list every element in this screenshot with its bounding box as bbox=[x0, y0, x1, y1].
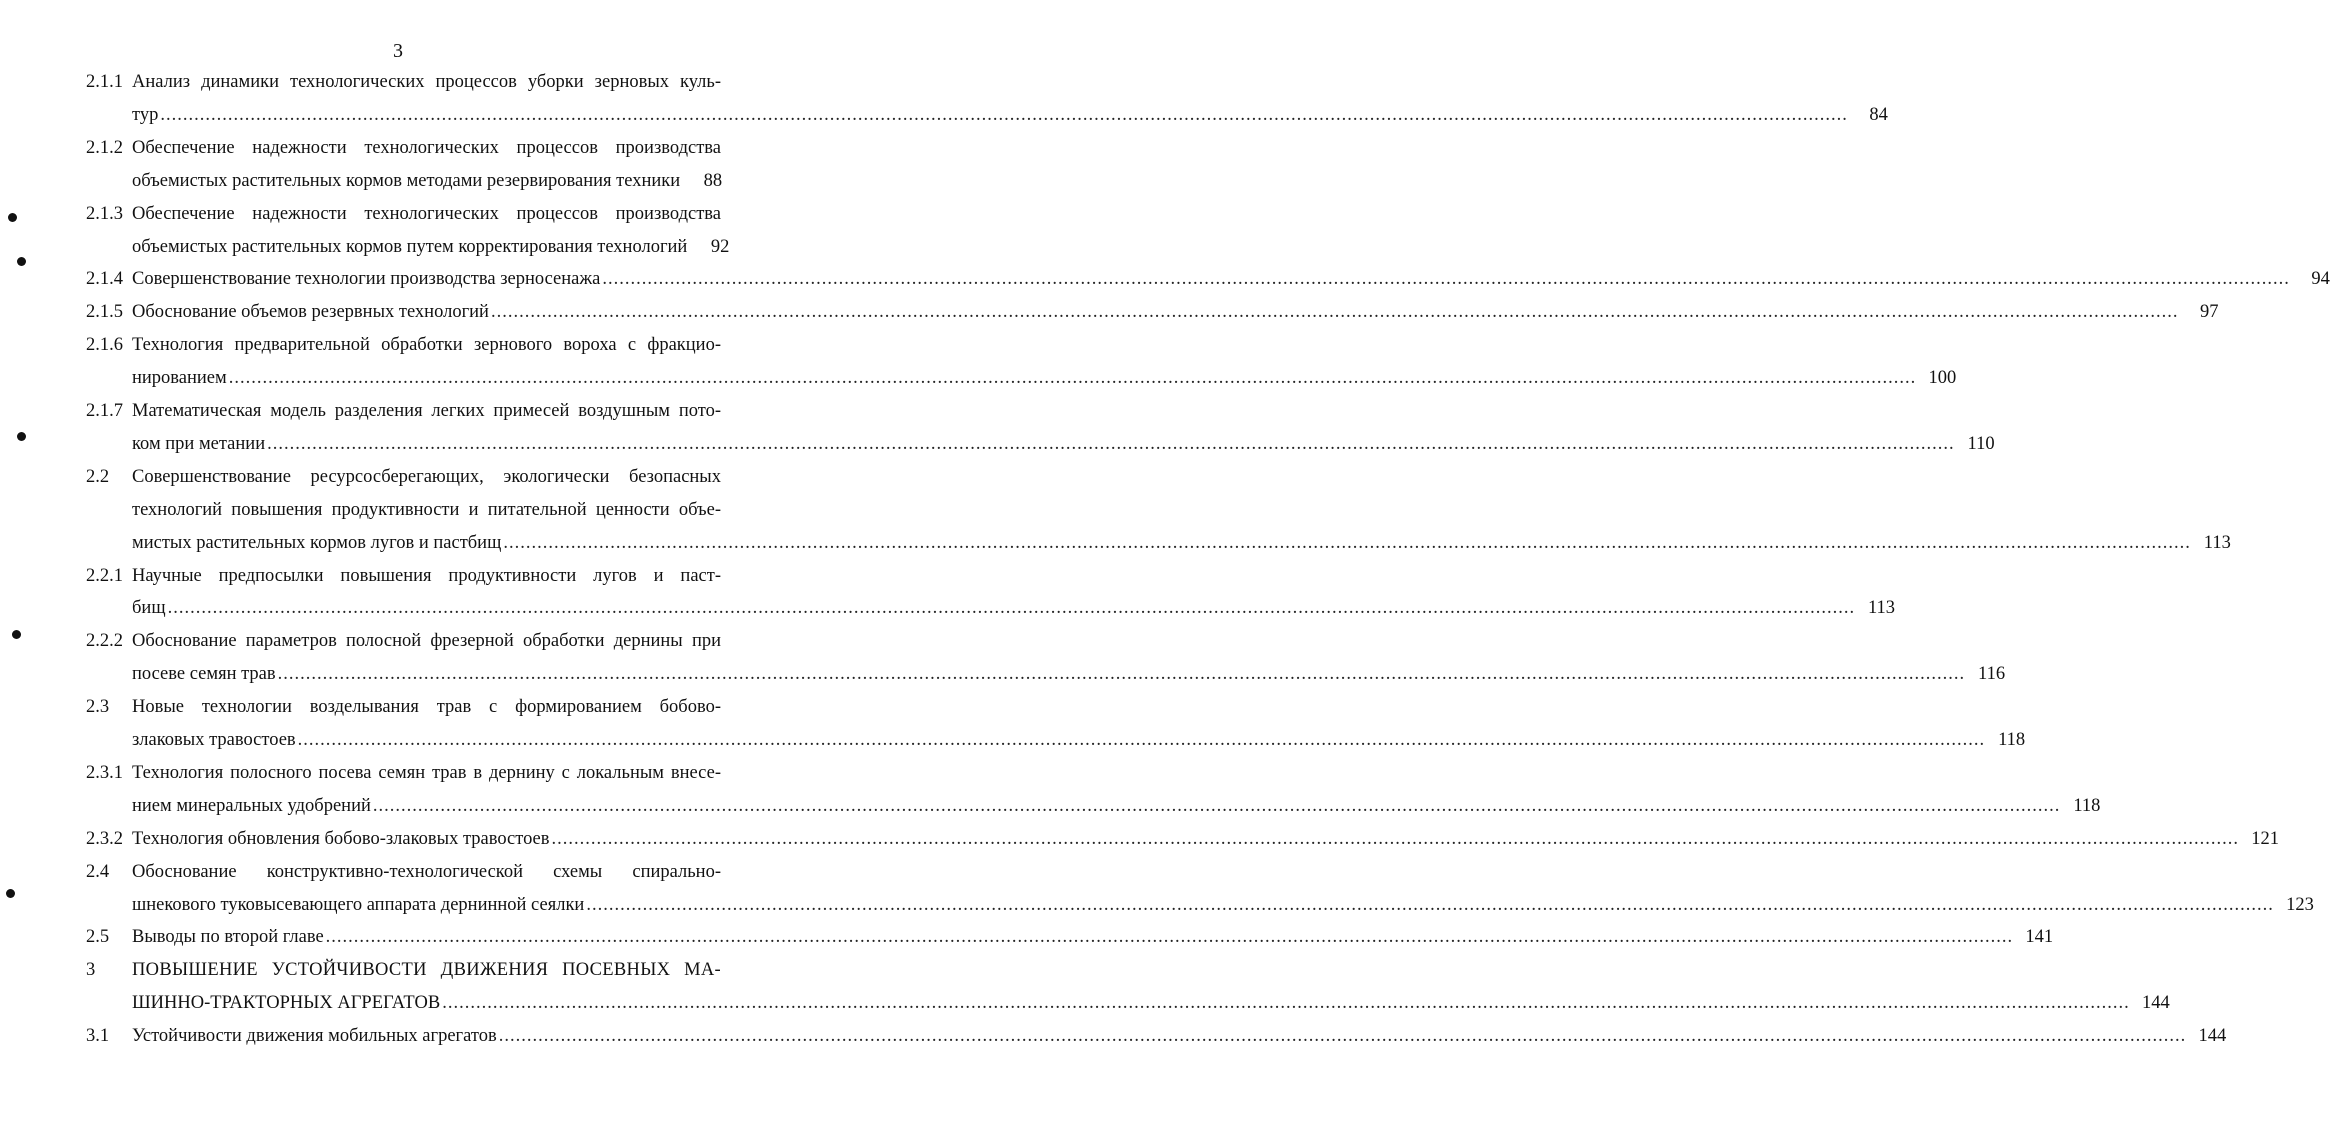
dot-leader: ............................................................................................................................................................................................................................................................................................................ bbox=[160, 104, 1848, 125]
dot-leader: ............................................................................................................................................................................................................................................................................................................ bbox=[490, 302, 2179, 323]
dot-leader: ............................................................................................................................................................................................................................................................................................................ bbox=[586, 894, 2274, 915]
toc-page-number: 88 bbox=[703, 170, 723, 191]
dot-leader: ............................................................................................................................................................................................................................................................................................................ bbox=[503, 532, 2191, 553]
toc-page-number: 92 bbox=[710, 236, 730, 257]
toc-page-number: 121 bbox=[2251, 828, 2280, 849]
toc-entry-line bbox=[132, 729, 2026, 751]
scan-mark bbox=[6, 889, 15, 898]
toc-entry-number: 2.1.3 bbox=[86, 203, 123, 224]
toc-entry-number: 2.4 bbox=[86, 861, 110, 882]
toc-page-number: 144 bbox=[2141, 993, 2170, 1014]
toc-entry-title: Совершенствование технологии производства зерносенажа bbox=[132, 269, 601, 290]
toc-entry-line: технологий повышения продуктивности и питательной ценности объе- bbox=[132, 499, 721, 520]
toc-entry-line bbox=[132, 597, 1896, 619]
toc-entry-line bbox=[132, 992, 2170, 1014]
toc-entry-line: Обоснование параметров полосной фрезерной обработки дернины при bbox=[132, 631, 721, 652]
toc-entry-number: 2.2.1 bbox=[86, 565, 123, 586]
toc-entry-title: бищ bbox=[132, 598, 166, 619]
toc-entry-number: 2.3.1 bbox=[86, 762, 123, 783]
toc-entry-number: 3 bbox=[86, 960, 96, 981]
dot-leader: ............................................................................................................................................................................................................................................................................................................ bbox=[551, 828, 2240, 849]
toc-entry-line: Технология предварительной обработки зернового вороха с фракцио- bbox=[132, 335, 721, 356]
toc-entry-title: шнекового туковысевающего аппарата дернинной сеялки bbox=[132, 894, 585, 915]
dot-leader: ............................................................................................................................................................................................................................................................................................................ bbox=[602, 269, 2290, 290]
toc-entry-line bbox=[132, 433, 1995, 455]
toc-entry-line: Новые технологии возделывания трав с формированием бобово- bbox=[132, 697, 721, 718]
toc-entry-line bbox=[132, 1025, 2227, 1047]
toc-page-number: 94 bbox=[2311, 269, 2330, 290]
toc-entry-title: посеве семян трав bbox=[132, 664, 276, 685]
toc-entry-number: 2.3 bbox=[86, 697, 110, 718]
dot-leader: ............................................................................................................................................................................................................................................................................................................ bbox=[277, 664, 1966, 685]
dot-leader: ............................................................................................................................................................................................................................................................................................................ bbox=[267, 433, 1955, 454]
toc-entry-number: 2.1.2 bbox=[86, 137, 123, 158]
toc-entry-line bbox=[132, 532, 2231, 554]
toc-page-number: 116 bbox=[1978, 664, 2006, 685]
dot-leader: ............................................................................................................................................................................................................................................................................................................ bbox=[442, 993, 2130, 1014]
toc-entry-title: объемистых растительных кормов методами резервирования техники bbox=[132, 170, 681, 191]
toc-page-number: 144 bbox=[2198, 1026, 2227, 1047]
toc-entry-title: тур bbox=[132, 104, 159, 125]
toc-entry-title: ком при метании bbox=[132, 433, 266, 454]
dot-leader: ............................................................................................................................................................................................................................................................................................................ bbox=[498, 1026, 2187, 1047]
toc-entry-title: злаковых травостоев bbox=[132, 730, 296, 750]
dot-leader: ............................................................................................................................................................................................................................................................................................................ bbox=[297, 730, 1986, 750]
toc-page-number: 84 bbox=[1869, 104, 1888, 125]
toc-entry-line: Математическая модель разделения легких примесей воздушным пото- bbox=[132, 401, 721, 421]
toc-page-number: 97 bbox=[2199, 302, 2219, 323]
toc-page-number: 100 bbox=[1928, 368, 1957, 389]
toc-entry-number: 2.1.6 bbox=[86, 335, 123, 356]
toc-entry-number: 2.3.2 bbox=[86, 828, 123, 849]
toc-entry-number: 2.2.2 bbox=[86, 631, 123, 652]
toc-entry-title: ШИННО-ТРАКТОРНЫХ АГРЕГАТОВ bbox=[132, 993, 441, 1014]
toc-entry-number: 2.1.7 bbox=[86, 401, 123, 421]
toc-entry-title: мистых растительных кормов лугов и пастбищ bbox=[132, 532, 502, 553]
toc-entry-line: Совершенствование ресурсосберегающих, экологически безопасных bbox=[132, 466, 721, 487]
toc-entry-title: объемистых растительных кормов путем корректирования технологий bbox=[132, 236, 688, 257]
toc-entry-number: 2.1.5 bbox=[86, 302, 123, 323]
toc-entry-line: ПОВЫШЕНИЕ УСТОЙЧИВОСТИ ДВИЖЕНИЯ ПОСЕВНЫХ МА- bbox=[132, 960, 721, 981]
toc-entry-line: Обеспечение надежности технологических процессов производства bbox=[132, 137, 721, 158]
toc-entry-title: нированием bbox=[132, 368, 227, 389]
toc-entry-line: Обоснование конструктивно-технологической схемы спирально- bbox=[132, 861, 721, 882]
scan-mark bbox=[8, 213, 17, 222]
toc-entry-line: Анализ динамики технологических процессов уборки зерновых куль- bbox=[132, 72, 721, 92]
dot-leader: ............................................................................................................................................................................................................................................................................................................ bbox=[167, 598, 1856, 619]
toc-entry-line bbox=[132, 236, 730, 258]
toc-entry-line bbox=[132, 104, 1888, 126]
toc-entry-line: Научные предпосылки повышения продуктивности лугов и паст- bbox=[132, 565, 721, 586]
toc-entry-number: 2.5 bbox=[86, 927, 110, 948]
toc-entry-number: 2.1.1 bbox=[86, 72, 123, 92]
toc-page-number: 113 bbox=[1867, 598, 1896, 619]
toc-page-number: 113 bbox=[2203, 532, 2231, 553]
toc-page-number: 110 bbox=[1967, 433, 1995, 454]
toc-entry-number: 2.2 bbox=[86, 466, 110, 487]
toc-entry-line bbox=[132, 828, 2280, 850]
dot-leader: ............................................................................................................................................................................................................................................................................................................ bbox=[325, 927, 2014, 948]
scan-mark bbox=[12, 630, 21, 639]
toc-entry-title: Обоснование объемов резервных технологий bbox=[132, 302, 489, 323]
toc-page-number: 141 bbox=[2025, 927, 2054, 948]
scan-mark bbox=[17, 432, 26, 441]
toc-entry-title: Устойчивости движения мобильных агрегатов bbox=[132, 1026, 497, 1047]
toc-entry-line bbox=[132, 926, 2054, 948]
toc-page-number: 118 bbox=[1998, 730, 2026, 750]
toc-page-number: 118 bbox=[2073, 795, 2101, 816]
toc-entry-line bbox=[132, 663, 2006, 685]
toc-entry-title: Выводы по второй главе bbox=[132, 927, 324, 948]
page-number: 3 bbox=[393, 40, 403, 62]
toc-entry-line bbox=[132, 894, 2314, 916]
scan-mark bbox=[17, 257, 26, 266]
toc-entry-line: Обеспечение надежности технологических процессов производства bbox=[132, 203, 721, 224]
toc-entry-line bbox=[132, 301, 2219, 323]
dot-leader: ............................................................................................................................................................................................................................................................................................................ bbox=[372, 795, 2061, 816]
toc-entry-line bbox=[132, 367, 1957, 389]
toc-entry-title: Технология обновления бобово-злаковых травостоев bbox=[132, 828, 550, 849]
toc-entry-number: 2.1.4 bbox=[86, 269, 123, 290]
dot-leader: ............................................................................................................................................................................................................................................................................................................ bbox=[228, 368, 1917, 389]
toc-entry-line bbox=[132, 170, 721, 192]
toc-page-number: 123 bbox=[2286, 894, 2314, 915]
toc-entry-line bbox=[132, 268, 2330, 290]
toc-entry-number: 3.1 bbox=[86, 1026, 110, 1047]
toc-entry-line bbox=[132, 795, 2101, 817]
toc-entry-line: Технология полосного посева семян трав в дернину с локальным внесе- bbox=[132, 762, 721, 783]
toc-entry-title: нием минеральных удобрений bbox=[132, 795, 371, 816]
